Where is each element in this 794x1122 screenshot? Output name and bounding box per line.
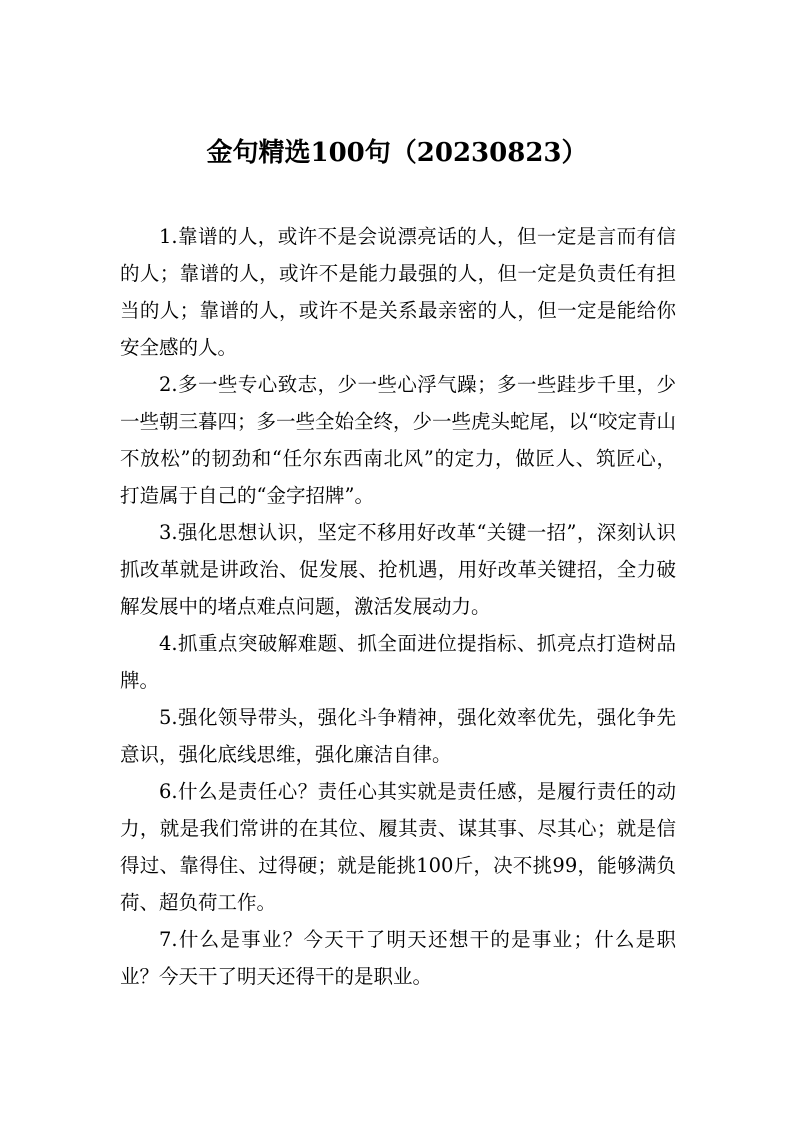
document-title: 金句精选100句（20230823） — [206, 138, 588, 168]
paragraph-3: 3.强化思想认识，坚定不移用好改革“关键一招”，深刻认识抓改革就是讲政治、促发展、抢机遇，用好改革关键招，全力破解发展中的堵点难点问题，激活发展动力。 — [120, 521, 676, 618]
paragraph-1: 1.靠谱的人，或许不是会说漂亮话的人，但一定是言而有信的人；靠谱的人，或许不是能力最强的人，但一定是负责任有担当的人；靠谱的人，或许不是关系最亲密的人，但一定是能给你安全感的人。 — [120, 225, 676, 359]
paragraph-2: 2.多一些专心致志，少一些心浮气躁；多一些跬步千里，少一些朝三暮四；多一些全始全终，少一些虎头蛇尾，以“咬定青山不放松”的韧劲和“任尔东西南北风”的定力，做匠人、筑匠心，打造属于自己的“金字招牌”。 — [120, 373, 676, 507]
document-body — [120, 218, 676, 995]
paragraph-6: 6.什么是责任心？责任心其实就是责任感，是履行责任的动力，就是我们常讲的在其位、履其责、谋其事、尽其心；就是信得过、靠得住、过得硬；就是能挑100斤，决不挑99，能够满负荷、超负荷工作。 — [120, 780, 676, 914]
paragraph-7: 7.什么是事业？今天干了明天还想干的是事业；什么是职业？今天干了明天还得干的是职业。 — [120, 928, 676, 988]
paragraph-5: 5.强化领导带头，强化斗争精神，强化效率优先，强化争先意识，强化底线思维，强化廉洁自律。 — [120, 706, 676, 766]
paragraph-4: 4.抓重点突破解难题、抓全面进位提指标、抓亮点打造树品牌。 — [120, 632, 676, 692]
